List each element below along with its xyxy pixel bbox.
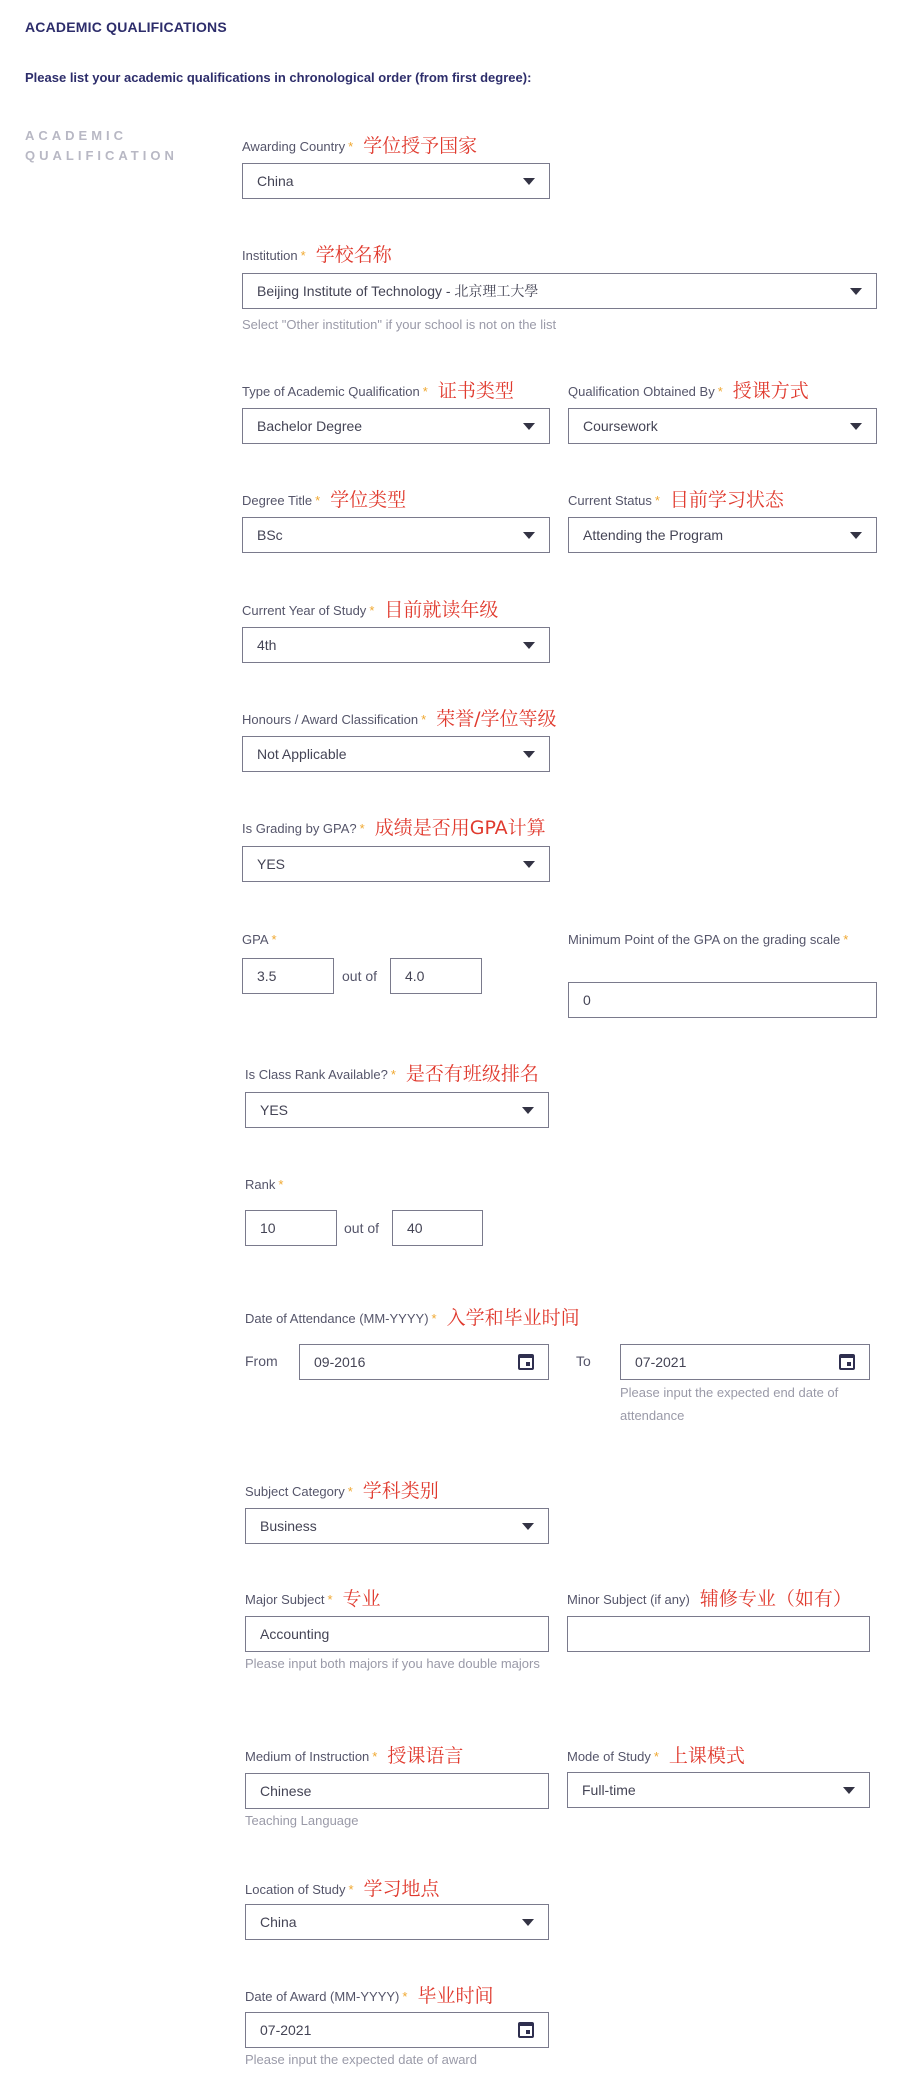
location-of-study-label: Location of Study * 学习地点	[245, 1878, 440, 1900]
grading-gpa-select[interactable]: YES	[242, 846, 550, 882]
required-mark: *	[422, 384, 428, 399]
required-mark: *	[654, 493, 660, 508]
required-mark: *	[348, 139, 354, 154]
institution-label: Institution * 学校名称	[242, 244, 392, 266]
required-mark: *	[390, 1067, 396, 1082]
chevron-down-icon	[523, 178, 535, 185]
chevron-down-icon	[523, 861, 535, 868]
required-mark: *	[347, 1484, 353, 1499]
major-subject-label: Major Subject * 专业	[245, 1588, 381, 1610]
rank-input[interactable]: 10	[245, 1210, 337, 1246]
subject-category-select[interactable]: Business	[245, 1508, 549, 1544]
attendance-annotation: 入学和毕业时间	[446, 1307, 580, 1329]
required-mark: *	[359, 821, 365, 836]
location-of-study-select[interactable]: China	[245, 1904, 549, 1940]
date-of-award-label: Date of Award (MM-YYYY) * 毕业时间	[245, 1985, 494, 2007]
current-status-label: Current Status * 目前学习状态	[568, 489, 784, 511]
rank-out-of-label: out of	[344, 1220, 380, 1236]
chevron-down-icon	[850, 532, 862, 539]
institution-annotation: 学校名称	[315, 244, 392, 266]
degree-title-annotation: 学位类型	[330, 489, 407, 511]
degree-title-select[interactable]: BSc	[242, 517, 550, 553]
location-of-study-annotation: 学习地点	[363, 1878, 440, 1900]
mode-of-study-select[interactable]: Full-time	[567, 1772, 870, 1808]
required-mark: *	[315, 493, 321, 508]
year-of-study-select[interactable]: 4th	[242, 627, 550, 663]
institution-help: Select "Other institution" if your school is not on the list	[242, 317, 557, 332]
chevron-down-icon	[850, 288, 862, 295]
chevron-down-icon	[523, 751, 535, 758]
institution-select[interactable]: Beijing Institute of Technology - 北京理工大學	[242, 273, 877, 309]
chevron-down-icon	[523, 423, 535, 430]
section-title: ACADEMIC QUALIFICATIONS	[25, 19, 227, 35]
major-subject-input[interactable]: Accounting	[245, 1616, 549, 1652]
awarding-country-annotation: 学位授予国家	[363, 135, 478, 157]
class-rank-available-label: Is Class Rank Available? * 是否有班级排名	[245, 1063, 539, 1085]
major-subject-annotation: 专业	[342, 1588, 381, 1610]
required-mark: *	[327, 1592, 333, 1607]
medium-of-instruction-label: Medium of Instruction * 授课语言	[245, 1745, 464, 1767]
awarding-country-label: Awarding Country * 学位授予国家	[242, 135, 478, 157]
class-rank-available-annotation: 是否有班级排名	[405, 1063, 539, 1085]
chevron-down-icon	[522, 1919, 534, 1926]
attendance-label: Date of Attendance (MM-YYYY) * 入学和毕业时间	[245, 1307, 580, 1329]
obtained-by-select[interactable]: Coursework	[568, 408, 877, 444]
grading-gpa-annotation: 成绩是否用GPA计算	[374, 817, 546, 839]
qualification-type-select[interactable]: Bachelor Degree	[242, 408, 550, 444]
min-gpa-label: Minimum Point of the GPA on the grading scale *	[568, 932, 849, 947]
required-mark: *	[717, 384, 723, 399]
gpa-max-input[interactable]: 4.0	[390, 958, 482, 994]
required-mark: *	[431, 1311, 437, 1326]
obtained-by-label: Qualification Obtained By * 授课方式	[568, 380, 809, 402]
minor-subject-input[interactable]	[567, 1616, 870, 1652]
degree-title-label: Degree Title * 学位类型	[242, 489, 407, 511]
chevron-down-icon	[523, 642, 535, 649]
date-of-award-annotation: 毕业时间	[417, 1985, 494, 2007]
chevron-down-icon	[523, 532, 535, 539]
mode-of-study-annotation: 上课模式	[668, 1745, 745, 1767]
calendar-icon[interactable]	[518, 1354, 534, 1370]
attendance-from-date-input[interactable]: 09-2016	[299, 1344, 549, 1380]
date-of-award-input[interactable]: 07-2021	[245, 2012, 549, 2048]
rank-label: Rank *	[245, 1177, 284, 1192]
required-mark: *	[653, 1749, 659, 1764]
mode-of-study-label: Mode of Study * 上课模式	[567, 1745, 745, 1767]
honours-annotation: 荣誉/学位等级	[436, 708, 557, 730]
medium-of-instruction-help: Teaching Language	[245, 1813, 359, 1828]
current-status-select[interactable]: Attending the Program	[568, 517, 877, 553]
chevron-down-icon	[843, 1787, 855, 1794]
side-label-line2: QUALIFICATION	[25, 148, 178, 163]
medium-of-instruction-annotation: 授课语言	[387, 1745, 464, 1767]
qualification-type-label: Type of Academic Qualification * 证书类型	[242, 380, 514, 402]
class-rank-available-select[interactable]: YES	[245, 1092, 549, 1128]
attendance-help: Please input the expected end date of attendance	[620, 1385, 839, 1423]
required-mark: *	[348, 1882, 354, 1897]
min-gpa-input[interactable]: 0	[568, 982, 877, 1018]
required-mark: *	[843, 932, 849, 947]
to-label: To	[576, 1353, 591, 1369]
gpa-out-of-label: out of	[342, 968, 378, 984]
chevron-down-icon	[850, 423, 862, 430]
grading-gpa-label: Is Grading by GPA? * 成绩是否用GPA计算	[242, 817, 546, 839]
qualification-type-annotation: 证书类型	[437, 380, 514, 402]
attendance-to-date-input[interactable]: 07-2021	[620, 1344, 870, 1380]
required-mark: *	[402, 1989, 408, 2004]
calendar-icon[interactable]	[518, 2022, 534, 2038]
year-of-study-label: Current Year of Study * 目前就读年级	[242, 599, 499, 621]
side-section-label	[25, 126, 178, 166]
required-mark: *	[421, 712, 427, 727]
honours-select[interactable]: Not Applicable	[242, 736, 550, 772]
chevron-down-icon	[522, 1107, 534, 1114]
rank-max-input[interactable]: 40	[392, 1210, 483, 1246]
subject-category-label: Subject Category * 学科类别	[245, 1480, 439, 1502]
required-mark: *	[300, 248, 306, 263]
year-of-study-annotation: 目前就读年级	[384, 599, 499, 621]
minor-subject-annotation: 辅修专业（如有）	[699, 1588, 852, 1610]
awarding-country-select[interactable]: China	[242, 163, 550, 199]
obtained-by-annotation: 授课方式	[732, 380, 809, 402]
date-of-award-help: Please input the expected date of award	[245, 2052, 477, 2067]
required-mark: *	[278, 1177, 284, 1192]
from-label: From	[245, 1353, 278, 1369]
required-mark: *	[271, 932, 277, 947]
side-label-line1: ACADEMIC	[25, 128, 128, 143]
gpa-label: GPA *	[242, 932, 277, 947]
current-status-annotation: 目前学习状态	[669, 489, 784, 511]
minor-subject-label: Minor Subject (if any) 辅修专业（如有）	[567, 1588, 852, 1610]
chevron-down-icon	[522, 1523, 534, 1530]
gpa-input[interactable]: 3.5	[242, 958, 334, 994]
subject-category-annotation: 学科类别	[362, 1480, 439, 1502]
required-mark: *	[372, 1749, 378, 1764]
medium-of-instruction-input[interactable]: Chinese	[245, 1773, 549, 1809]
calendar-icon[interactable]	[839, 1354, 855, 1370]
required-mark: *	[369, 603, 375, 618]
honours-label: Honours / Award Classification * 荣誉/学位等级	[242, 708, 557, 730]
instructions-text: Please list your academic qualifications in chronological order (from first degree):	[25, 70, 532, 85]
major-subject-help: Please input both majors if you have double majors	[245, 1656, 540, 1671]
